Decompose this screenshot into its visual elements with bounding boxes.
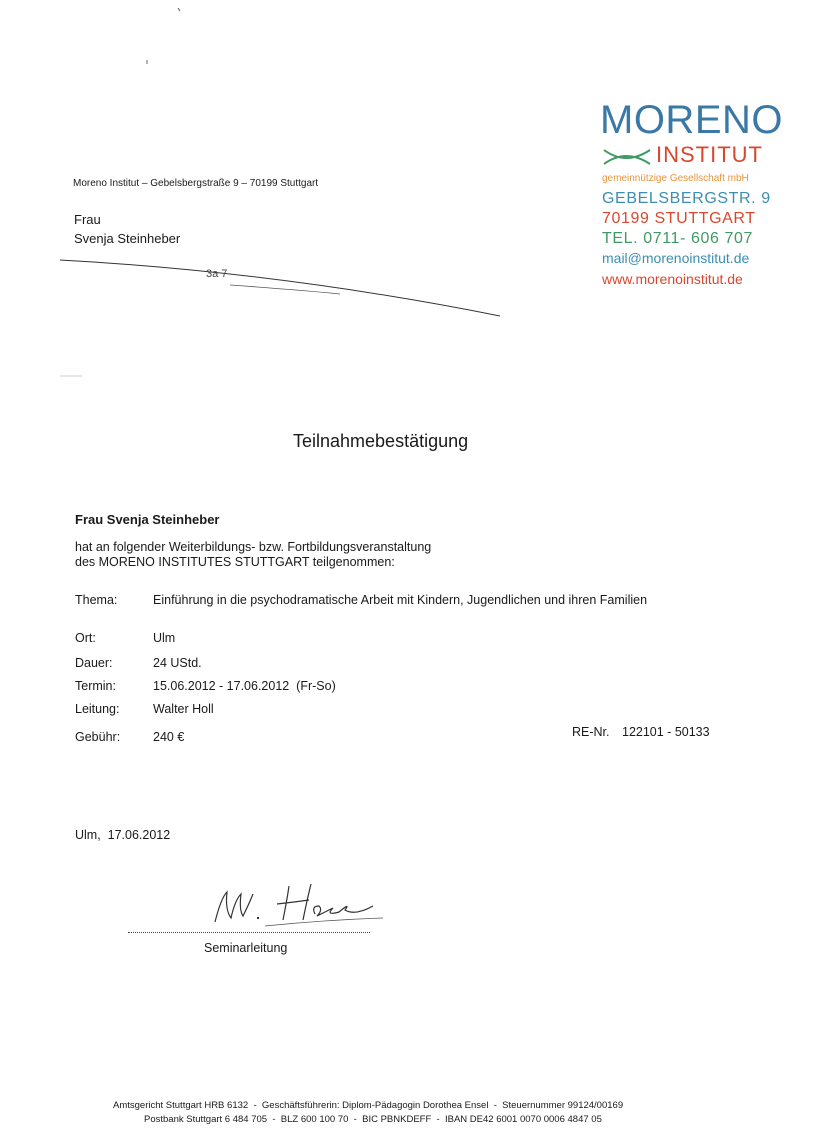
intro-line-2: des MORENO INSTITUTES STUTTGART teilgenommen: [75,555,395,569]
signature-label: Seminarleitung [204,941,288,955]
dauer-label: Dauer: [75,656,113,670]
invoice-number: 122101 - 50133 [622,725,710,739]
footer-line-2: Postbank Stuttgart 6 484 705 - BLZ 600 100 70 - BIC PBNKDEFF - IBAN DE42 6001 0070 0006 4847 05 [144,1114,602,1125]
logo-phone: TEL. 0711- 606 707 [602,230,754,247]
fish-icon [602,148,652,166]
ort-label: Ort: [75,631,96,645]
participant-name: Frau Svenja Steinheber [75,512,220,527]
logo-city: 70199 STUTTGART [602,210,756,227]
logo-subname: INSTITUT [656,142,763,167]
intro-line-1: hat an folgender Weiterbildungs- bzw. Fortbildungsveranstaltung [75,540,432,554]
invoice-label: RE-Nr. [572,725,610,739]
handwritten-signature [205,880,385,930]
footer-line-1: Amtsgericht Stuttgart HRB 6132 - Geschäftsführerin: Diplom-Pädagogin Dorothea Ensel - Steuernummer 99124/00169 [113,1100,624,1111]
thema-value: Einführung in die psychodramatische Arbeit mit Kindern, Jugendlichen und ihren Familien [153,593,648,607]
leitung-value: Walter Holl [153,702,214,716]
document-title: Teilnahmebestätigung [293,431,469,451]
logo-name: MORENO [600,98,783,142]
obscured-address-fragment: 3a 7 [206,268,228,280]
recipient-salutation: Frau [74,212,101,227]
gebuehr-label: Gebühr: [75,730,121,744]
place-date: Ulm, 17.06.2012 [75,828,171,842]
logo-email: mail@morenoinstitut.de [602,250,750,266]
recipient-name: Svenja Steinheber [74,231,181,246]
logo-street: GEBELSBERGSTR. 9 [602,190,771,207]
termin-value: 15.06.2012 - 17.06.2012 (Fr-So) [153,679,336,693]
leitung-label: Leitung: [75,702,120,716]
termin-label: Termin: [75,679,116,693]
logo-web: www.morenoinstitut.de [602,271,743,287]
gebuehr-value: 240 € [153,730,185,744]
dauer-value: 24 UStd. [153,656,202,670]
ort-value: Ulm [153,631,176,645]
signature-line [128,932,370,933]
logo-tagline: gemeinnützige Gesellschaft mbH [602,173,749,184]
thema-label: Thema: [75,593,118,607]
sender-line: Moreno Institut – Gebelsbergstraße 9 – 70199 Stuttgart [73,178,319,189]
